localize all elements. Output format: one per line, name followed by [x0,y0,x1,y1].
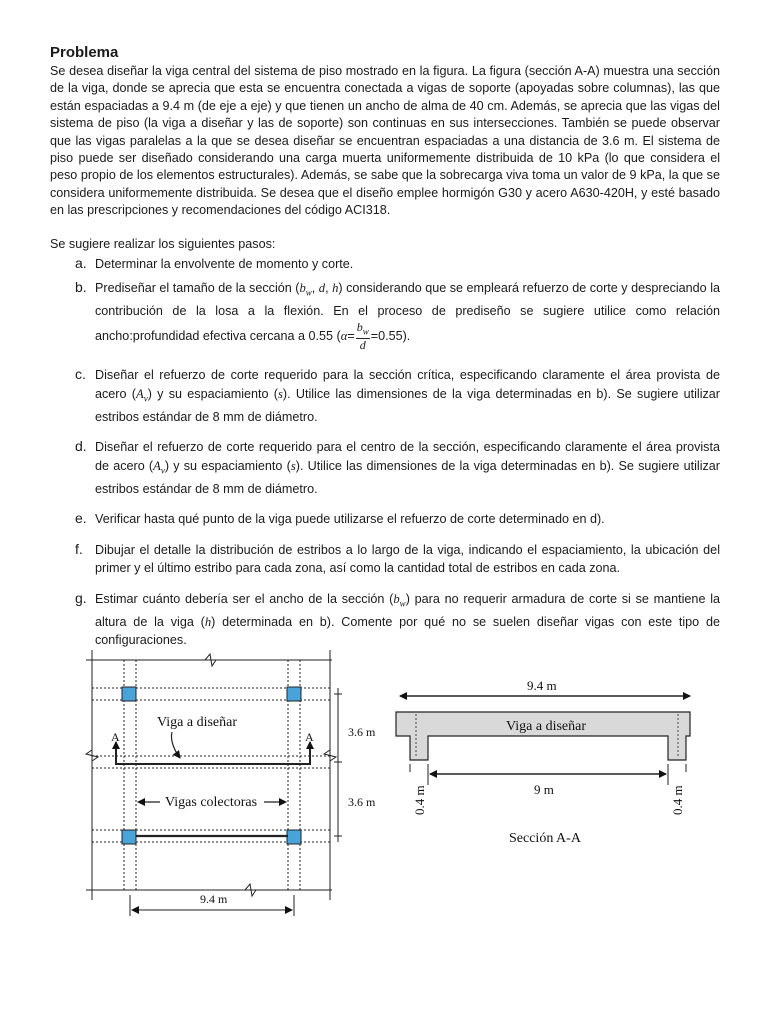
step-f: f. Dibujar el detalle la distribución de estribos a lo largo de la viga, indicando el espaciamiento, la ubicación del primer y el último estribo para cada zona, así como la cantidad total de estribos en cada zona. [75,540,720,576]
label-collectors: Vigas colectoras [165,795,258,810]
step-d: d. Diseñar el refuerzo de corte requerido para el centro de la sección, especificando claramente el área provista de acero $(A_v)$ y su espaciamiento (s). Utilice las dimensiones de la viga determinadas en b). Se sugiere utilizar estribos estándar de 8 mm de diámetro. [75,438,721,496]
var-b: b [299,281,306,296]
step-marker: d. [75,438,87,455]
dim-spacing-bottom: 3.6 m [348,795,376,809]
section-mark-right: A [305,730,314,744]
dim-plan-span: 9.4 m [200,892,228,906]
step-e: e. Verificar hasta qué punto de la viga puede utilizarse el refuerzo de corte determinado en d). [75,510,605,527]
problem-statement: Se desea diseñar la viga central del sistema de piso mostrado en la figura. La figura (sección A-A) muestra una sección de la viga, donde se aprecia que esta se encuentra conectada a vigas de soporte (apoyadas sobre columnas), las que están espaciadas a 9.4 m (de eje a eje) y que tienen un ancho de alma de 40 cm. Además, se aprecia que las vigas del sistema de piso (la viga a diseñar y las de soporte) son continuas en sus intersecciones. También se puede observar que las vigas paralelas a la que se desea diseñar se encuentran espaciadas a una distancia de 3.6 m. El sistema de piso puede ser diseñado considerando una carga muerta uniformemente distribuida de 10 kPa (lo que considera el peso propio de los elementos estructurales). Además, se sabe que la sobrecarga viva toma un valor de 9 kPa, la que se considera uniformemente distribuida. Se desea que el diseño emplee hormigón G30 y acero A630-420H, y esté basado en las prescripciones y recomendaciones del código ACI318. [50,64,720,218]
problem-title: Problema [50,44,119,61]
dim-clear-span: 9 m [534,782,554,797]
step-g: g. Estimar cuánto debería ser el ancho de la sección $(b_w)$ para no requerir armadura de corte si se mantiene la altura de la viga (h) determinada en b). Comente por qué no se suelen diseñar vigas con este tipo de configuraciones. [75,589,721,648]
figure [0,640,768,920]
section-mark-left: A [111,730,120,744]
var-alpha: α [340,328,348,343]
step-marker: g. [75,589,87,606]
step-a: a. Determinar la envolvente de momento y corte. [75,254,354,271]
step-marker: f. [75,540,83,557]
dim-web-left: 0.4 m [412,785,427,815]
steps-list [50,255,720,650]
document-page [50,44,720,650]
step-marker: a. [75,254,87,271]
label-design-beam: Viga a diseñar [157,715,238,730]
step-marker: e. [75,510,87,527]
section-caption: Sección A-A [509,831,581,846]
steps-intro: Se sugiere realizar los siguientes pasos: [50,236,276,251]
step-b: b. Prediseñar el tamaño de la sección ($b_w$, d, h) considerando que se empleará refuerzo de corte y despreciando la contribución de la losa a la flexión. En el proceso de prediseño se sugiere utilice como relación ancho:profundidad efectiva cercana a 0.55 (α= $\frac{b_w}{d}$ =0.55). [75,279,720,353]
plan-view [86,650,342,916]
dim-section-span: 9.4 m [527,678,557,693]
step-c: c. Diseñar el refuerzo de corte requerido para la sección crítica, especificando claramente el área provista de acero $(A_v)$ y su espaciamiento (s). Utilice las dimensiones de la viga determinadas en b). Se sugiere utilizar estribos estándar de 8 mm de diámetro. [75,366,720,424]
dim-web-right: 0.4 m [670,785,685,815]
step-marker: c. [75,366,86,383]
structural-figure [0,640,768,920]
section-view [396,696,690,785]
fraction-bw-over-d: $\frac{b_w}{d}$ [356,319,369,353]
step-marker: b. [75,279,87,296]
dim-spacing-top: 3.6 m [348,725,376,739]
var-h: h [332,281,339,296]
var-d: d [318,281,326,296]
label-section-beam: Viga a diseñar [506,719,587,734]
